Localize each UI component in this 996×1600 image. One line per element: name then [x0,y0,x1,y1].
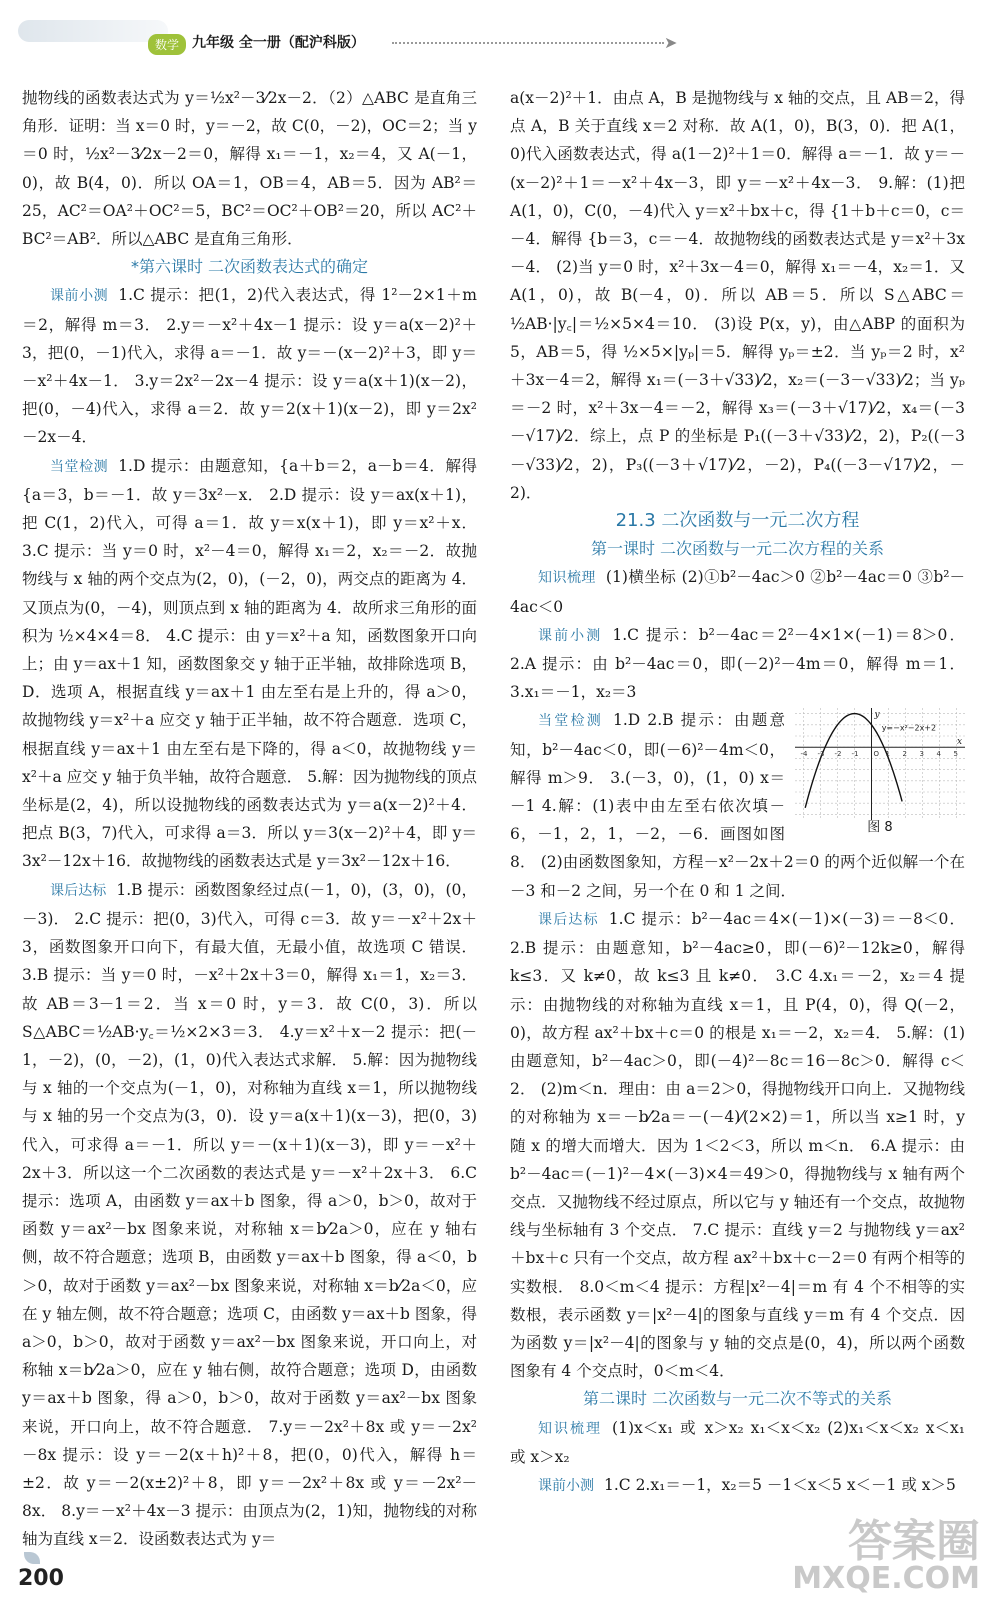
block-text: 1.D 2.B 提示：由题意知，b²－4ac＜0，即(－6)²－4m＜0，解得 m＞9． 3.(－3，0)，(1，0) x＝－1 4.解：(1)表中由左至右依次填－6，－1，2，1，－2，－6．画图如图 8． (2)由函数图象知，方程－x²－2x＋2＝0 的两个近似解一个在－3 和－2 之间，另一个在 0 和 1 之间． [510,711,965,900]
watermark-bottom: MXQE.COM [792,1561,980,1596]
block-text: 1.C 提示：b²－4ac＝2²－4×1×(－1)＝8＞0． 2.A 提示：由 b²－4ac＝0，即(－2)²－4m＝0，解得 m＝1． 3.x₁＝－1，x₂＝3 [510,625,965,702]
x-tick-label: -4 [800,750,808,759]
page-number [18,1566,64,1591]
x-tick-label: 3 [919,750,924,759]
figure-8 [795,708,965,840]
block-text: 1.B 提示：函数图象经过点(－1，0)，(3，0)，(0，－3)． 2.C 提示：把(0，3)代入，可得 c＝3．故 y＝－x²＋2x＋3，函数图象开口向下，有最大值，无最小值，故选项 C 错误． 3.B 提示：当 y＝0 时，－x²＋2x＋3＝0，解得 x₁＝1，x₂＝3．故 AB＝3－1＝2．当 x＝0 时，y＝3．故 C(0，3)．所以 S△ABC＝½AB·y꜀＝½×2×3＝3． 4.y＝x²＋x－2 提示：把(－1，－2)，(0，－2)，(1，0)代入表达式求解． 5.解：因为抛物线与 x 轴的一个交点为(－1，0)，对称轴为直线 x＝1，所以抛物线与 x 轴的另一个交点为(3，0)．设 y＝a(x＋1)(x－3)，把(0，3)代入，可求得 a＝－1．所以 y＝－(x＋1)(x－3)，即 y＝－x²＋2x＋3．所以这一个二次函数的表达式是 y＝－x²＋2x＋3． 6.C 提示：选项 A，由函数 y＝ax＋b 图象，得 a＞0，b＞0，故对于函数 y＝ax²－bx 图象来说，对称轴 x＝b⁄2a＞0，应在 y 轴右侧，故不符合题意；选项 B，由函数 y＝ax＋b 图象，得 a＜0，b＞0，故对于函数 y＝ax²－bx 图象来说，对称轴 x＝b⁄2a＜0，应在 y 轴左侧，故不符合题意；选项 C，由函数 y＝ax＋b 图象，得 a＞0，b＞0，故对于函数 y＝ax²－bx 图象来说，开口向上，对称轴 x＝b⁄2a＞0，应在 y 轴右侧，故符合题意；选项 D，由函数 y＝ax＋b 图象，得 a＞0，b＞0，故对于函数 y＝ax²－bx 图象来说，开口向上，故不符合题意． 7.y＝－2x²＋8x 或 y＝－2x²－8x 提示：设 y＝－2(x＋h)²＋8，把(0，0)代入，解得 h＝±2．故 y＝－2(x±2)²＋8，即 y＝－2x²＋8x 或 y＝－2x²－8x． 8.y＝－x²＋4x－3 提示：由顶点为(2，1)知，抛物线的对称轴为直线 x＝2．设函数表达式为 y＝ [22,880,477,1549]
block-tag: 知识梳理 [538,1420,603,1437]
block-tag: 课前小测 [538,1477,594,1494]
block-tag: 课前小测 [538,627,603,644]
x-tick-label: -1 [851,750,859,759]
answer-paragraph: a(x－2)²＋1．由点 A，B 是抛物线与 x 轴的交点，且 AB＝2，得点 A，B 关于直线 x＝2 对称．故 A(1，0)，B(3，0)．把 A(1，0)代入函数表达式，得 a(1－2)²＋1＝0．解得 a＝－1．故 y＝－(x－2)²＋1＝－x²＋4x－3，即 y＝－x²＋4x－3． 9.解：(1)把 A(1，0)，C(0，－4)代入 y＝x²＋bx＋c，得 {1＋b＋c＝0，c＝－4．解得 {b＝3，c＝－4．故抛物线的函数表达式是 y＝x²＋3x－4． (2)当 y＝0 时，x²＋3x－4＝0，解得 x₁＝－4，x₂＝1．又 A(1，0)，故 B(－4，0)．所以 AB＝5．所以 S△ABC＝½AB·|y꜀|＝½×5×4＝10． (3)设 P(x，y)，由△ABP 的面积为 5，AB＝5，得 ½×5×|yₚ|＝5．解得 yₚ＝±2．当 yₚ＝2 时，x²＋3x－4＝2，解得 x₁＝(－3＋√33)⁄2，x₂＝(－3－√33)⁄2；当 yₚ＝－2 时，x²＋3x－4＝－2，解得 x₃＝(－3＋√17)⁄2，x₄＝(－3－√17)⁄2．综上，点 P 的坐标是 P₁((－3＋√33)⁄2，2)，P₂((－3－√33)⁄2，2)，P₃((－3＋√17)⁄2，－2)，P₄((－3－√17)⁄2，－2)． [510,89,965,502]
x-tick-label: 1 [885,750,890,759]
page-header [0,0,996,64]
block-tag: 课前小测 [50,288,109,305]
header-dotted-rule [392,42,664,44]
block-tag: 课后达标 [538,911,599,928]
subject-badge: 数学 [148,34,186,55]
answer-block [510,1414,965,1471]
watermark-top: 答案圈 [848,1516,980,1567]
section-heading: 21.3 二次函数与一元二次方程 [615,510,860,532]
answer-block [510,563,965,620]
answer-block [510,1471,965,1500]
answer-block [22,876,477,1554]
header-decoration [18,20,168,42]
answer-paragraph: 抛物线的函数表达式为 y＝½x²－3⁄2x－2．（2）△ABC 是直角三角形．证明：当 x＝0 时，y＝－2，故 C(0，－2)，OC＝2；当 y＝0 时，½x²－3⁄2x－2＝0，解得 x₁＝－1，x₂＝4，又 A(－1，0)，故 B(4，0)．所以 OA＝1，OB＝4，AB＝5．因为 AB²＝25，AC²＝OA²＋OC²＝5，BC²＝OC²＋OB²＝20，所以 AC²＋BC²＝AB²．所以△ABC 是直角三角形． [22,89,477,249]
block-text: 1.C 提示：b²－4ac＝4×(－1)×(－3)＝－8＜0． 2.B 提示：由题意知，b²－4ac≥0，即(－6)²－12k≥0，解得 k≤3．又 k≠0，故 k≤3 且 k≠0． 3.C 4.x₁＝－2，x₂＝4 提示：由抛物线的对称轴为直线 x＝1，且 P(4，0)，得 Q(－2，0)，故方程 ax²＋bx＋c＝0 的根是 x₁＝－2，x₂＝4． 5.解：(1)由题意知，b²－4ac＞0，即(－4)²－8c＝16－8c＞0．解得 c＜2． (2)m＜n．理由：由 a＝2＞0，得抛物线开口向上．又抛物线的对称轴为 x＝－b⁄2a＝－(－4)⁄(2×2)＝1，所以当 x≥1 时，y 随 x 的增大而增大．因为 1＜2＜3，所以 m＜n． 6.A 提示：由 b²－4ac＝(－1)²－4×(－3)×4＝49＞0，得抛物线与 x 轴有两个交点．又抛物线不经过原点，所以它与 y 轴还有一个交点，故抛物线与坐标轴有 3 个交点． 7.C 提示：直线 y＝2 与抛物线 y＝ax²＋bx＋c 只有一个交点，故方程 ax²＋bx＋c－2＝0 有两个相等的实数根． 8.0＜m＜4 提示：方程|x²－4|＝m 有 4 个不相等的实数根，表示函数 y＝|x²－4|的图象与直线 y＝m 有 4 个交点．因为函数 y＝|x²－4|的图象与 y 轴的交点是(0，4)，所以两个函数图象有 4 个交点时，0＜m＜4． [510,909,965,1381]
page-number-text: 200 [18,1566,64,1591]
block-tag: 知识梳理 [538,570,596,587]
block-text: (1)x＜x₁ 或 x＞x₂ x₁＜x＜x₂ (2)x₁＜x＜x₂ x＜x₁ 或 x＞x₂ [510,1418,965,1466]
answer-block [510,905,965,1385]
block-text: 1.D 提示：由题意知，{a＋b＝2，a－b＝4．解得 {a＝3，b＝－1．故 y＝3x²－x． 2.D 提示：设 y＝ax(x＋1)，把 C(1，2)代入，可得 a＝1．故 y＝x(x＋1)，即 y＝x²＋x． 3.C 提示：当 y＝0 时，x²－4＝0，解得 x₁＝2，x₂＝－2．故抛物线与 x 轴的两个交点为(2，0)，(－2，0)，两交点的距离为 4．又顶点为(0，－4)，则顶点到 x 轴的距离为 4．故所求三角形的面积为 ½×4×4＝8． 4.C 提示：由 y＝x²＋a 知，函数图象开口向上；由 y＝ax＋1 知，函数图象交 y 轴于正半轴，故排除选项 B，D．选项 A，根据直线 y＝ax＋1 由左至右是上升的，得 a＞0，故抛物线 y＝x²＋a 应交 y 轴于正半轴，故不符合题意．选项 C，根据直线 y＝ax＋1 由左至右是下降的，得 a＜0，故抛物线 y＝x²＋a 应交 y 轴于负半轴，故符合题意． 5.解：因为抛物线的顶点坐标是(2，4)，所以设抛物线的函数表达式为 y＝a(x－2)²＋4．把点 B(3，7)代入，可求得 a＝3．所以 y＝3(x－2)²＋4，即 y＝3x²－12x＋16．故抛物线的函数表达式是 y＝3x²－12x＋16． [22,456,477,871]
curve-label: y=−x²−2x+2 [881,723,937,733]
arrow-icon: ➤ [664,33,678,52]
x-tick-label: 4 [936,750,941,759]
left-column [22,84,477,1554]
x-tick-label: -2 [834,750,842,759]
y-axis-label: y [874,710,880,721]
answer-block [22,452,477,876]
x-axis-label: x [957,737,963,748]
section-heading: 第二课时 二次函数与一元二次不等式的关系 [582,1389,893,1409]
watermark [792,1516,980,1596]
section-heading: 第一课时 二次函数与一元二次方程的关系 [590,539,885,559]
block-tag: 当堂检测 [538,713,603,730]
right-column [510,84,965,1500]
answer-block [22,281,477,451]
block-text: 1.C 提示：把(1，2)代入表达式，得 1²－2×1＋m＝2，解得 m＝3． 2.y＝－x²＋4x－1 提示：设 y＝a(x－2)²＋3，把(0，－1)代入，求得 a＝－1．故 y＝－(x－2)²＋3，即 y＝－x²＋4x－1． 3.y＝2x²－2x－4 提示：设 y＝a(x＋1)(x－2)，把(0，－4)代入，求得 a＝2．故 y＝2(x＋1)(x－2)，即 y＝2x²－2x－4． [22,286,477,447]
block-tag: 当堂检测 [50,458,109,475]
section-heading: *第六课时 二次函数表达式的确定 [130,257,369,277]
x-tick-label: -3 [817,750,825,759]
figure-caption: 图 8 [867,820,893,836]
x-tick-label: 2 [902,750,907,759]
leaf-icon [24,1552,40,1564]
block-text: 1.C 2.x₁＝－1，x₂＝5 －1＜x＜5 x＜－1 或 x＞5 [604,1475,956,1494]
answer-block [510,621,965,707]
x-tick-label: 5 [953,750,958,759]
block-tag: 课后达标 [50,882,107,899]
block-text: (1)横坐标 (2)①b²－4ac＞0 ②b²－4ac＝0 ③b²－4ac＜0 [510,568,965,616]
parabola-graph [795,708,965,820]
origin-label: O [873,750,880,759]
book-title: 九年级 全一册（配沪科版） [192,35,365,51]
